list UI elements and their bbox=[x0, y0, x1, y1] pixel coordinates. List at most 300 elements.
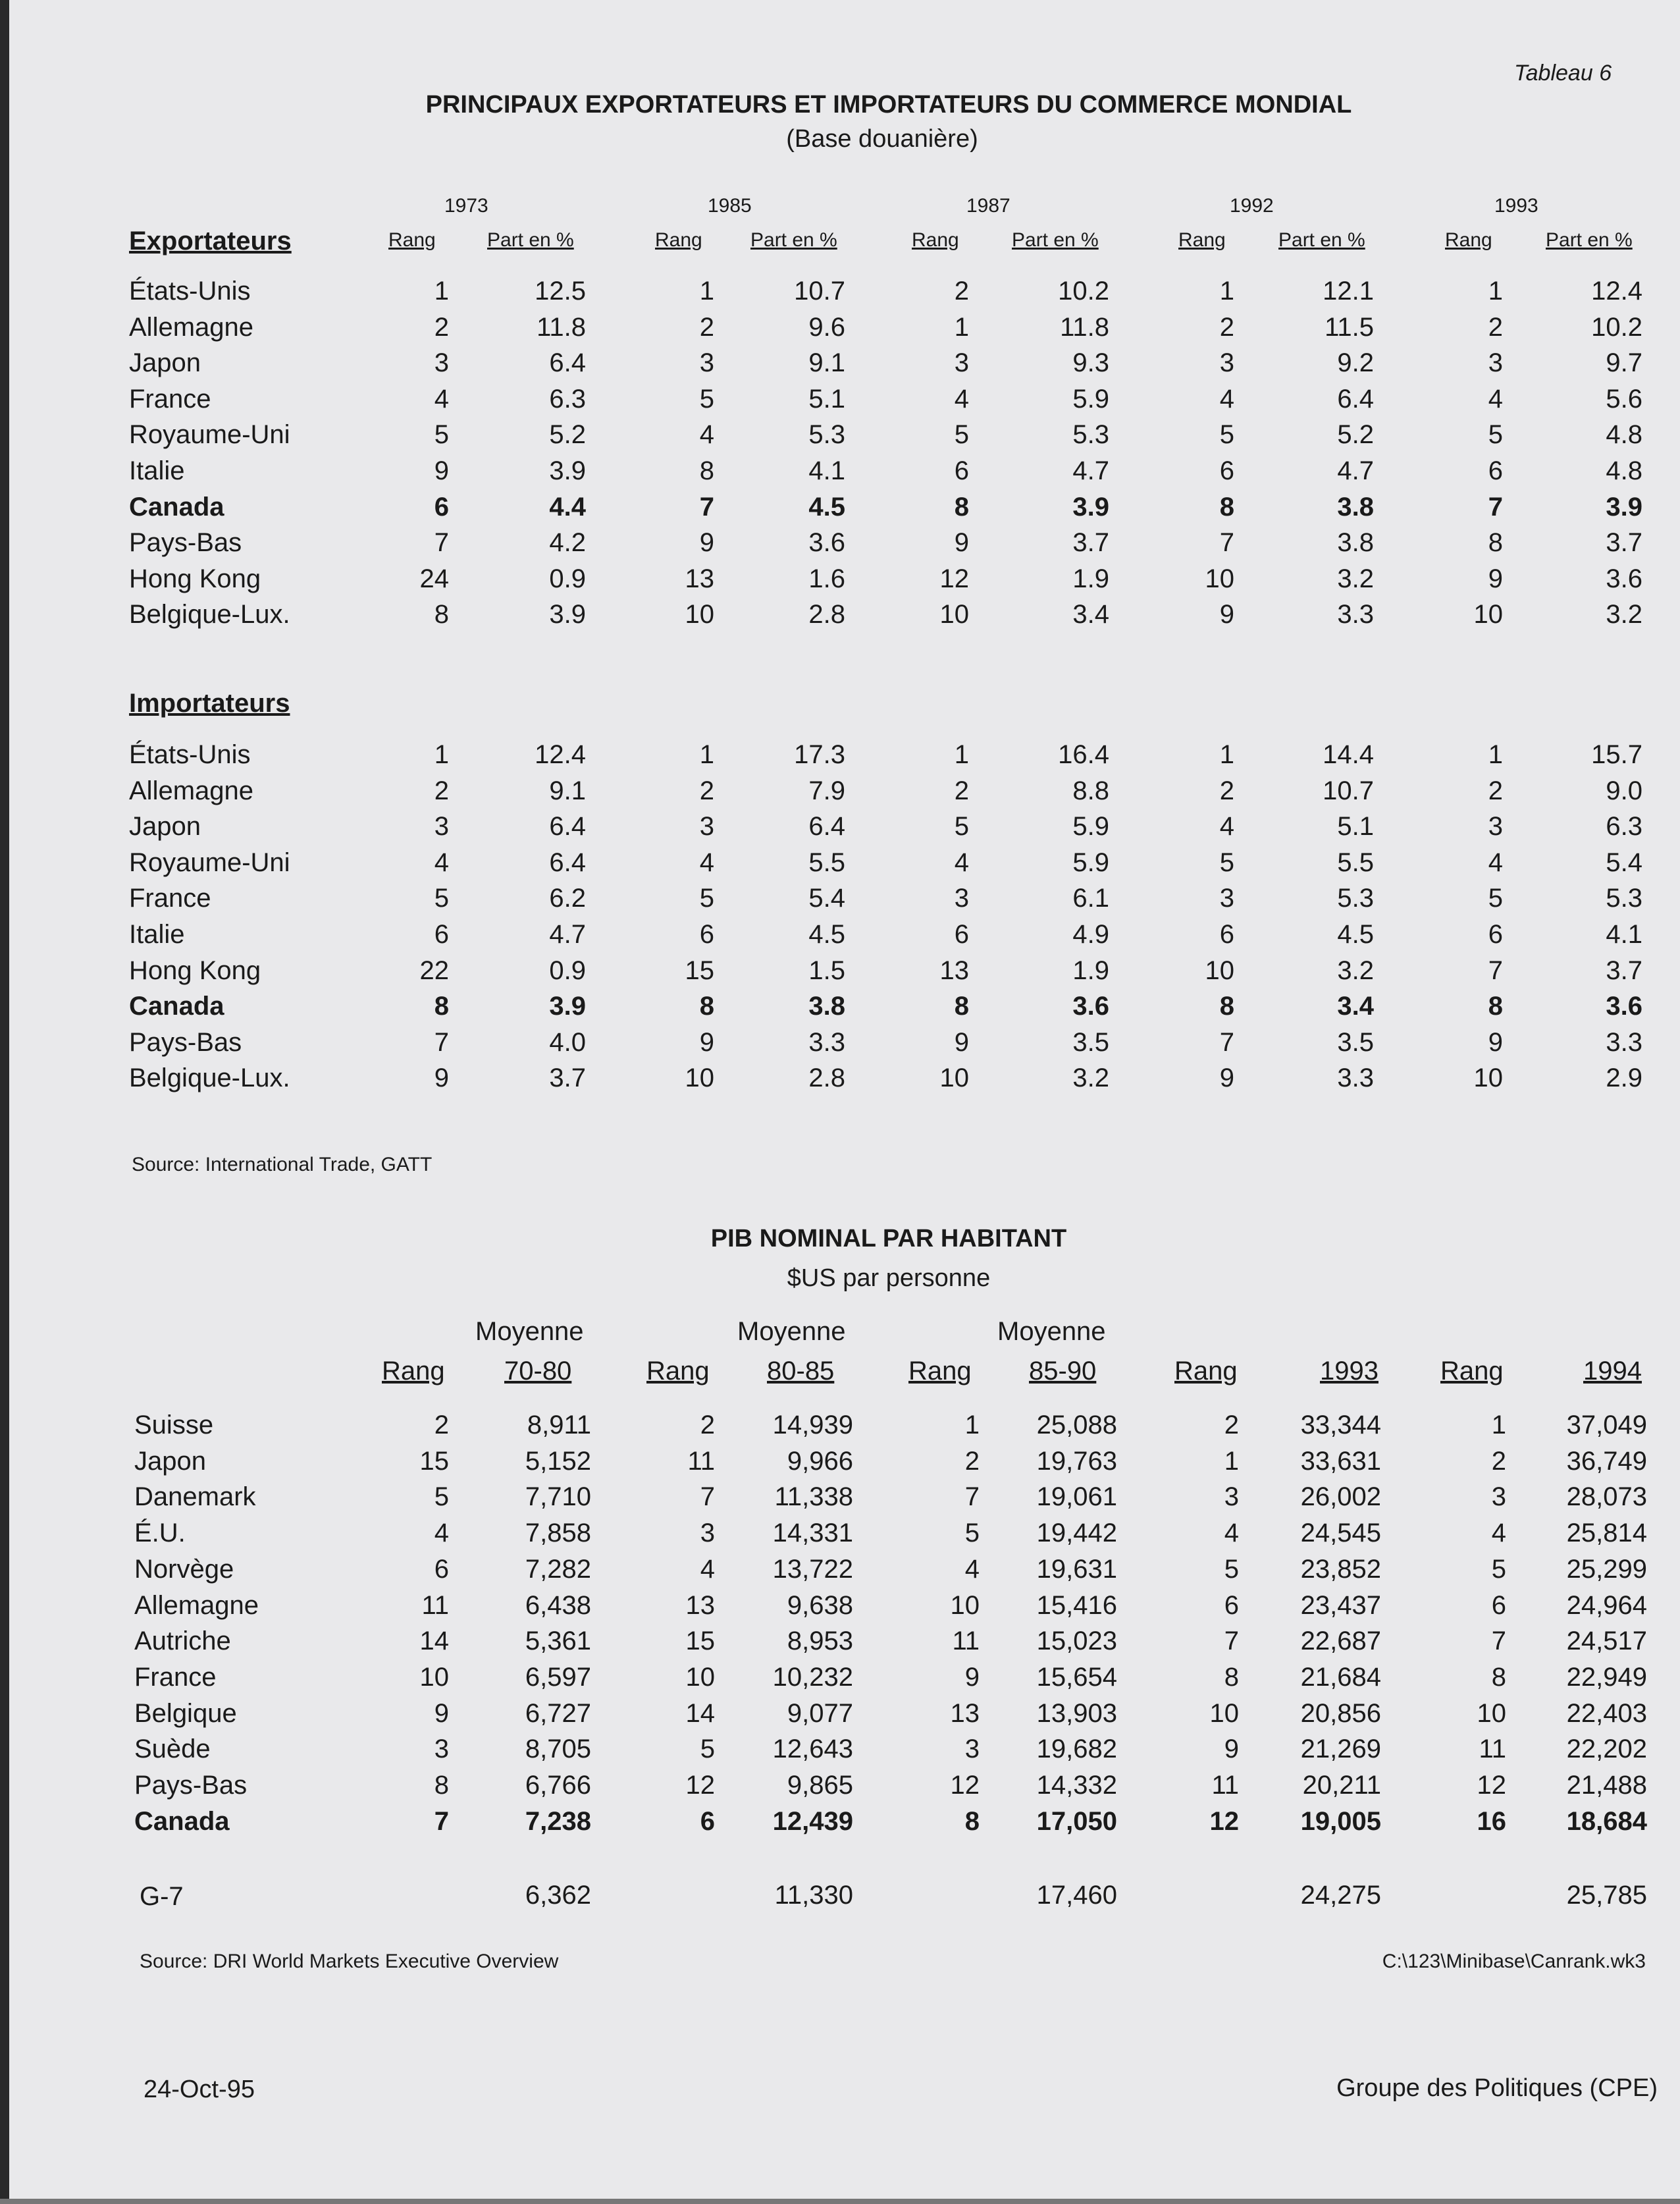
share-value: 3.9 bbox=[549, 456, 586, 485]
country-name: Italie bbox=[129, 920, 185, 949]
share-value: 3.6 bbox=[1606, 564, 1642, 593]
rank-value: 10 bbox=[1205, 956, 1234, 985]
gdp-value: 19,442 bbox=[1036, 1519, 1117, 1547]
gdp-value: 8,953 bbox=[787, 1626, 853, 1655]
rank-value: 10 bbox=[950, 1591, 980, 1620]
rank-value: 6 bbox=[1219, 920, 1234, 949]
rank-value: 15 bbox=[419, 1447, 449, 1476]
share-value: 15.7 bbox=[1591, 740, 1642, 769]
gdp-title: PIB NOMINAL PAR HABITANT bbox=[710, 1225, 1067, 1252]
gdp-value: 9,966 bbox=[787, 1447, 853, 1476]
rank-value: 6 bbox=[1488, 456, 1503, 485]
gdp-value: 7,282 bbox=[525, 1555, 591, 1584]
rank-value: 8 bbox=[1219, 493, 1234, 522]
rank-value: 5 bbox=[434, 1482, 449, 1511]
rank-header: Rang bbox=[1440, 1357, 1504, 1385]
share-value: 6.1 bbox=[1072, 884, 1109, 913]
share-value: 4.7 bbox=[1072, 456, 1109, 485]
gdp-subtitle: $US par personne bbox=[787, 1264, 991, 1292]
gdp-value: 18,684 bbox=[1566, 1807, 1647, 1836]
average-label: Moyenne bbox=[475, 1317, 584, 1346]
rank-value: 2 bbox=[1224, 1411, 1239, 1439]
country-name: Pays-Bas bbox=[129, 528, 242, 557]
rank-value: 8 bbox=[964, 1807, 980, 1836]
rank-value: 1 bbox=[1488, 740, 1503, 769]
share-value: 1.5 bbox=[808, 956, 845, 985]
period-header: 1994 bbox=[1583, 1357, 1642, 1385]
rank-value: 4 bbox=[954, 848, 969, 877]
share-value: 3.2 bbox=[1337, 564, 1374, 593]
year-header: 1985 bbox=[708, 195, 752, 217]
rank-value: 12 bbox=[1209, 1807, 1239, 1836]
gdp-value: 14,332 bbox=[1036, 1771, 1117, 1800]
share-value: 4.1 bbox=[1606, 920, 1642, 949]
share-value: 3.6 bbox=[808, 528, 845, 557]
share-value: 3.7 bbox=[1606, 528, 1642, 557]
share-value: 0.9 bbox=[549, 956, 586, 985]
rank-value: 6 bbox=[434, 920, 449, 949]
rank-value: 10 bbox=[1477, 1699, 1506, 1728]
rank-header: Rang bbox=[646, 1357, 710, 1385]
share-value: 4.8 bbox=[1606, 456, 1642, 485]
rank-value: 2 bbox=[954, 277, 969, 306]
rank-value: 9 bbox=[434, 456, 449, 485]
gdp-value: 7,238 bbox=[525, 1807, 591, 1836]
scan-edge bbox=[0, 0, 9, 2204]
share-value: 3.8 bbox=[1337, 528, 1374, 557]
share-value: 3.4 bbox=[1337, 992, 1374, 1021]
rank-value: 4 bbox=[434, 385, 449, 414]
rank-value: 1 bbox=[954, 313, 969, 342]
rank-value: 11 bbox=[421, 1591, 449, 1620]
share-value: 3.3 bbox=[1337, 600, 1374, 629]
gdp-value: 19,763 bbox=[1036, 1447, 1117, 1476]
share-value: 3.6 bbox=[1606, 992, 1642, 1021]
period-header: 1993 bbox=[1320, 1357, 1378, 1385]
country-name: Suède bbox=[134, 1734, 211, 1763]
rank-value: 16 bbox=[1477, 1807, 1506, 1836]
share-value: 3.3 bbox=[1337, 1063, 1374, 1092]
rank-value: 7 bbox=[434, 528, 449, 557]
gdp-value: 33,631 bbox=[1300, 1447, 1381, 1476]
share-value: 5.6 bbox=[1606, 385, 1642, 414]
gdp-value: 25,088 bbox=[1036, 1411, 1117, 1439]
period-header: 85-90 bbox=[1029, 1357, 1097, 1385]
rank-value: 6 bbox=[954, 456, 969, 485]
rank-value: 11 bbox=[952, 1626, 980, 1655]
share-value: 6.4 bbox=[549, 348, 586, 377]
country-name: France bbox=[134, 1663, 217, 1692]
country-name: Canada bbox=[129, 493, 224, 522]
share-value: 12.4 bbox=[535, 740, 586, 769]
share-value: 6.2 bbox=[549, 884, 586, 913]
rank-value: 3 bbox=[954, 884, 969, 913]
country-name: Japon bbox=[129, 348, 201, 377]
share-value: 3.4 bbox=[1072, 600, 1109, 629]
share-value: 3.2 bbox=[1072, 1063, 1109, 1092]
rank-header: Rang bbox=[1445, 229, 1492, 251]
share-value: 5.1 bbox=[808, 385, 845, 414]
gdp-value: 6,766 bbox=[525, 1771, 591, 1800]
country-name: Allemagne bbox=[134, 1591, 259, 1620]
rank-value: 2 bbox=[964, 1447, 980, 1476]
rank-value: 6 bbox=[1491, 1591, 1506, 1620]
gdp-value: 8,705 bbox=[525, 1734, 591, 1763]
gdp-value: 13,903 bbox=[1036, 1699, 1117, 1728]
file-path: C:\123\Minibase\Canrank.wk3 bbox=[1382, 1950, 1646, 1972]
gdp-value: 23,852 bbox=[1300, 1555, 1381, 1584]
rank-header: Rang bbox=[908, 1357, 972, 1385]
gdp-value: 5,152 bbox=[525, 1447, 591, 1476]
country-name: Autriche bbox=[134, 1626, 231, 1655]
share-value: 9.1 bbox=[808, 348, 845, 377]
g7-value: 25,785 bbox=[1566, 1881, 1647, 1910]
trade-title: PRINCIPAUX EXPORTATEURS ET IMPORTATEURS DU COMMERCE MONDIAL bbox=[425, 91, 1352, 119]
share-value: 5.4 bbox=[1606, 848, 1642, 877]
rank-value: 10 bbox=[939, 1063, 969, 1092]
rank-value: 5 bbox=[434, 420, 449, 449]
rank-value: 12 bbox=[950, 1771, 980, 1800]
rank-value: 8 bbox=[1488, 528, 1503, 557]
year-header: 1993 bbox=[1494, 195, 1538, 217]
rank-value: 2 bbox=[434, 776, 449, 805]
rank-value: 7 bbox=[1219, 528, 1234, 557]
gdp-value: 22,403 bbox=[1566, 1699, 1647, 1728]
share-value: 16.4 bbox=[1058, 740, 1109, 769]
rank-value: 7 bbox=[1488, 493, 1503, 522]
gdp-value: 25,299 bbox=[1566, 1555, 1647, 1584]
rank-value: 9 bbox=[434, 1063, 449, 1092]
rank-value: 10 bbox=[1473, 1063, 1503, 1092]
share-value: 3.9 bbox=[549, 600, 586, 629]
share-value: 5.9 bbox=[1072, 385, 1109, 414]
country-name: Pays-Bas bbox=[129, 1028, 242, 1057]
share-value: 9.3 bbox=[1072, 348, 1109, 377]
gdp-value: 10,232 bbox=[772, 1663, 853, 1692]
country-name: Hong Kong bbox=[129, 564, 261, 593]
gdp-value: 21,269 bbox=[1300, 1734, 1381, 1763]
trade-source: Source: International Trade, GATT bbox=[132, 1154, 433, 1175]
share-value: 0.9 bbox=[549, 564, 586, 593]
rank-value: 4 bbox=[1219, 385, 1234, 414]
rank-value: 1 bbox=[964, 1411, 980, 1439]
gdp-value: 13,722 bbox=[772, 1555, 853, 1584]
period-header: 80-85 bbox=[767, 1357, 835, 1385]
gdp-value: 24,964 bbox=[1566, 1591, 1647, 1620]
share-value: 3.6 bbox=[1072, 992, 1109, 1021]
gdp-value: 9,638 bbox=[787, 1591, 853, 1620]
rank-value: 7 bbox=[434, 1807, 449, 1836]
rank-value: 5 bbox=[964, 1519, 980, 1547]
share-value: 5.3 bbox=[808, 420, 845, 449]
rank-header: Rang bbox=[388, 229, 436, 251]
rank-value: 8 bbox=[434, 1771, 449, 1800]
share-value: 3.7 bbox=[1606, 956, 1642, 985]
rank-value: 8 bbox=[434, 992, 449, 1021]
share-value: 6.4 bbox=[808, 812, 845, 841]
rank-value: 3 bbox=[964, 1734, 980, 1763]
share-value: 2.8 bbox=[808, 600, 845, 629]
rank-value: 7 bbox=[1219, 1028, 1234, 1057]
country-name: Royaume-Uni bbox=[129, 848, 290, 877]
rank-value: 7 bbox=[1224, 1626, 1239, 1655]
country-name: France bbox=[129, 884, 211, 913]
share-value: 3.8 bbox=[808, 992, 845, 1021]
rank-value: 2 bbox=[1491, 1447, 1506, 1476]
share-value: 6.4 bbox=[549, 848, 586, 877]
rank-header: Rang bbox=[655, 229, 702, 251]
gdp-value: 22,949 bbox=[1566, 1663, 1647, 1692]
rank-value: 9 bbox=[1219, 600, 1234, 629]
rank-value: 6 bbox=[1488, 920, 1503, 949]
share-value: 4.4 bbox=[549, 493, 586, 522]
share-value: 4.1 bbox=[808, 456, 845, 485]
rank-header: Rang bbox=[382, 1357, 445, 1385]
share-header: Part en % bbox=[750, 229, 837, 251]
gdp-value: 24,545 bbox=[1300, 1519, 1381, 1547]
rank-value: 2 bbox=[699, 313, 714, 342]
rank-value: 7 bbox=[434, 1028, 449, 1057]
gdp-value: 25,814 bbox=[1566, 1519, 1647, 1547]
gdp-value: 21,488 bbox=[1566, 1771, 1647, 1800]
footer-group: Groupe des Politiques (CPE) bbox=[1336, 2074, 1658, 2102]
share-value: 5.1 bbox=[1337, 812, 1374, 841]
share-value: 3.2 bbox=[1337, 956, 1374, 985]
trade-subtitle: (Base douanière) bbox=[786, 125, 978, 153]
rank-value: 2 bbox=[699, 776, 714, 805]
rank-value: 3 bbox=[1224, 1482, 1239, 1511]
country-name: Danemark bbox=[134, 1482, 256, 1511]
rank-value: 1 bbox=[699, 740, 714, 769]
rank-value: 3 bbox=[1488, 812, 1503, 841]
share-value: 4.7 bbox=[1337, 456, 1374, 485]
share-value: 6.4 bbox=[1337, 385, 1374, 414]
rank-value: 1 bbox=[1219, 740, 1234, 769]
rank-value: 9 bbox=[1224, 1734, 1239, 1763]
share-value: 4.9 bbox=[1072, 920, 1109, 949]
rank-value: 11 bbox=[1211, 1771, 1239, 1800]
rank-value: 5 bbox=[1491, 1555, 1506, 1584]
share-value: 3.7 bbox=[1072, 528, 1109, 557]
share-value: 9.2 bbox=[1337, 348, 1374, 377]
rank-value: 5 bbox=[1219, 420, 1234, 449]
rank-value: 1 bbox=[1491, 1411, 1506, 1439]
share-header: Part en % bbox=[1546, 229, 1633, 251]
rank-value: 7 bbox=[700, 1482, 715, 1511]
rank-value: 10 bbox=[419, 1663, 449, 1692]
gdp-value: 6,727 bbox=[525, 1699, 591, 1728]
share-value: 12.5 bbox=[535, 277, 586, 306]
rank-value: 7 bbox=[1488, 956, 1503, 985]
rank-value: 5 bbox=[434, 884, 449, 913]
gdp-value: 9,077 bbox=[787, 1699, 853, 1728]
rank-value: 6 bbox=[1224, 1591, 1239, 1620]
share-value: 5.5 bbox=[808, 848, 845, 877]
share-value: 3.5 bbox=[1072, 1028, 1109, 1057]
rank-value: 8 bbox=[954, 992, 969, 1021]
average-label: Moyenne bbox=[737, 1317, 846, 1346]
rank-value: 9 bbox=[954, 528, 969, 557]
gdp-value: 33,344 bbox=[1300, 1411, 1381, 1439]
share-value: 10.7 bbox=[794, 277, 845, 306]
rank-header: Rang bbox=[912, 229, 959, 251]
g7-value: 24,275 bbox=[1300, 1881, 1381, 1910]
footer-date: 24-Oct-95 bbox=[144, 2076, 255, 2103]
share-value: 5.9 bbox=[1072, 812, 1109, 841]
rank-value: 13 bbox=[685, 1591, 715, 1620]
share-value: 9.0 bbox=[1606, 776, 1642, 805]
share-value: 5.3 bbox=[1337, 884, 1374, 913]
share-value: 3.8 bbox=[1337, 493, 1374, 522]
rank-value: 7 bbox=[1491, 1626, 1506, 1655]
rank-value: 24 bbox=[419, 564, 449, 593]
gdp-value: 20,211 bbox=[1302, 1771, 1381, 1800]
country-name: Pays-Bas bbox=[134, 1771, 248, 1800]
rank-value: 13 bbox=[939, 956, 969, 985]
rank-value: 2 bbox=[1488, 776, 1503, 805]
rank-value: 6 bbox=[700, 1807, 715, 1836]
rank-value: 1 bbox=[954, 740, 969, 769]
share-value: 5.2 bbox=[549, 420, 586, 449]
gdp-value: 26,002 bbox=[1300, 1482, 1381, 1511]
rank-value: 6 bbox=[699, 920, 714, 949]
rank-value: 10 bbox=[685, 600, 714, 629]
share-value: 4.5 bbox=[808, 920, 845, 949]
rank-value: 9 bbox=[1219, 1063, 1234, 1092]
rank-value: 8 bbox=[1491, 1663, 1506, 1692]
rank-header: Rang bbox=[1178, 229, 1226, 251]
rank-value: 4 bbox=[434, 848, 449, 877]
rank-value: 2 bbox=[1219, 776, 1234, 805]
rank-value: 2 bbox=[954, 776, 969, 805]
rank-value: 9 bbox=[699, 528, 714, 557]
rank-value: 3 bbox=[434, 348, 449, 377]
rank-value: 3 bbox=[954, 348, 969, 377]
share-value: 8.8 bbox=[1072, 776, 1109, 805]
rank-value: 9 bbox=[964, 1663, 980, 1692]
rank-value: 4 bbox=[1224, 1519, 1239, 1547]
gdp-value: 8,911 bbox=[527, 1411, 591, 1439]
rank-value: 8 bbox=[699, 456, 714, 485]
rank-value: 3 bbox=[700, 1519, 715, 1547]
country-name: Belgique-Lux. bbox=[129, 600, 290, 629]
share-value: 11.5 bbox=[1325, 313, 1374, 342]
gdp-value: 7,710 bbox=[525, 1482, 591, 1511]
share-value: 4.2 bbox=[549, 528, 586, 557]
gdp-value: 5,361 bbox=[525, 1626, 591, 1655]
country-name: États-Unis bbox=[129, 740, 251, 769]
share-value: 17.3 bbox=[794, 740, 845, 769]
share-value: 5.3 bbox=[1072, 420, 1109, 449]
gdp-value: 6,597 bbox=[525, 1663, 591, 1692]
rank-value: 2 bbox=[1488, 313, 1503, 342]
rank-value: 1 bbox=[1219, 277, 1234, 306]
share-value: 11.8 bbox=[537, 313, 586, 342]
table-number: Tableau 6 bbox=[1514, 61, 1612, 86]
share-value: 14.4 bbox=[1323, 740, 1374, 769]
gdp-value: 15,654 bbox=[1036, 1663, 1117, 1692]
country-name: Japon bbox=[129, 812, 201, 841]
country-name: Canada bbox=[134, 1807, 230, 1836]
rank-value: 14 bbox=[419, 1626, 449, 1655]
share-value: 4.5 bbox=[808, 493, 845, 522]
share-value: 3.9 bbox=[1072, 493, 1109, 522]
rank-value: 4 bbox=[1488, 385, 1503, 414]
rank-value: 3 bbox=[434, 812, 449, 841]
scan-bottom-edge bbox=[0, 2199, 1680, 2204]
rank-value: 15 bbox=[685, 956, 714, 985]
share-value: 9.7 bbox=[1606, 348, 1642, 377]
share-value: 5.9 bbox=[1072, 848, 1109, 877]
gdp-value: 7,858 bbox=[525, 1519, 591, 1547]
rank-value: 4 bbox=[1219, 812, 1234, 841]
share-header: Part en % bbox=[487, 229, 574, 251]
country-name: Allemagne bbox=[129, 776, 254, 805]
gdp-source: Source: DRI World Markets Executive Overview bbox=[140, 1950, 559, 1972]
g7-value: 11,330 bbox=[774, 1881, 853, 1910]
rank-value: 3 bbox=[1488, 348, 1503, 377]
rank-value: 7 bbox=[699, 493, 714, 522]
rank-value: 6 bbox=[1219, 456, 1234, 485]
gdp-value: 11,338 bbox=[774, 1482, 853, 1511]
rank-value: 4 bbox=[699, 420, 714, 449]
share-value: 3.5 bbox=[1337, 1028, 1374, 1057]
share-value: 2.9 bbox=[1606, 1063, 1642, 1092]
share-value: 9.6 bbox=[808, 313, 845, 342]
rank-value: 10 bbox=[685, 1663, 715, 1692]
rank-value: 2 bbox=[1219, 313, 1234, 342]
rank-value: 2 bbox=[434, 1411, 449, 1439]
rank-value: 3 bbox=[699, 812, 714, 841]
rank-value: 8 bbox=[1488, 992, 1503, 1021]
country-name: Belgique-Lux. bbox=[129, 1063, 290, 1092]
rank-value: 4 bbox=[1488, 848, 1503, 877]
share-value: 3.9 bbox=[1606, 493, 1642, 522]
rank-value: 15 bbox=[685, 1626, 715, 1655]
rank-value: 2 bbox=[700, 1411, 715, 1439]
rank-value: 1 bbox=[434, 277, 449, 306]
rank-value: 4 bbox=[434, 1519, 449, 1547]
rank-value: 5 bbox=[1219, 848, 1234, 877]
exporters-heading: Exportateurs bbox=[129, 227, 292, 255]
rank-value: 5 bbox=[954, 812, 969, 841]
rank-value: 6 bbox=[434, 493, 449, 522]
rank-value: 3 bbox=[434, 1734, 449, 1763]
share-value: 12.4 bbox=[1591, 277, 1642, 306]
rank-value: 12 bbox=[939, 564, 969, 593]
share-value: 12.1 bbox=[1323, 277, 1374, 306]
rank-value: 10 bbox=[939, 600, 969, 629]
share-value: 4.7 bbox=[549, 920, 586, 949]
rank-value: 22 bbox=[419, 956, 449, 985]
share-value: 4.8 bbox=[1606, 420, 1642, 449]
average-label: Moyenne bbox=[997, 1317, 1106, 1346]
share-header: Part en % bbox=[1278, 229, 1365, 251]
gdp-value: 9,865 bbox=[787, 1771, 853, 1800]
rank-value: 4 bbox=[700, 1555, 715, 1584]
gdp-value: 19,005 bbox=[1300, 1807, 1381, 1836]
gdp-value: 22,687 bbox=[1300, 1626, 1381, 1655]
gdp-value: 15,416 bbox=[1036, 1591, 1117, 1620]
country-name: États-Unis bbox=[129, 277, 251, 306]
rank-value: 5 bbox=[1488, 884, 1503, 913]
share-value: 4.5 bbox=[1337, 920, 1374, 949]
importers-heading: Importateurs bbox=[129, 689, 290, 718]
share-value: 11.8 bbox=[1060, 313, 1109, 342]
gdp-value: 15,023 bbox=[1036, 1626, 1117, 1655]
share-value: 3.2 bbox=[1606, 600, 1642, 629]
rank-value: 5 bbox=[699, 884, 714, 913]
